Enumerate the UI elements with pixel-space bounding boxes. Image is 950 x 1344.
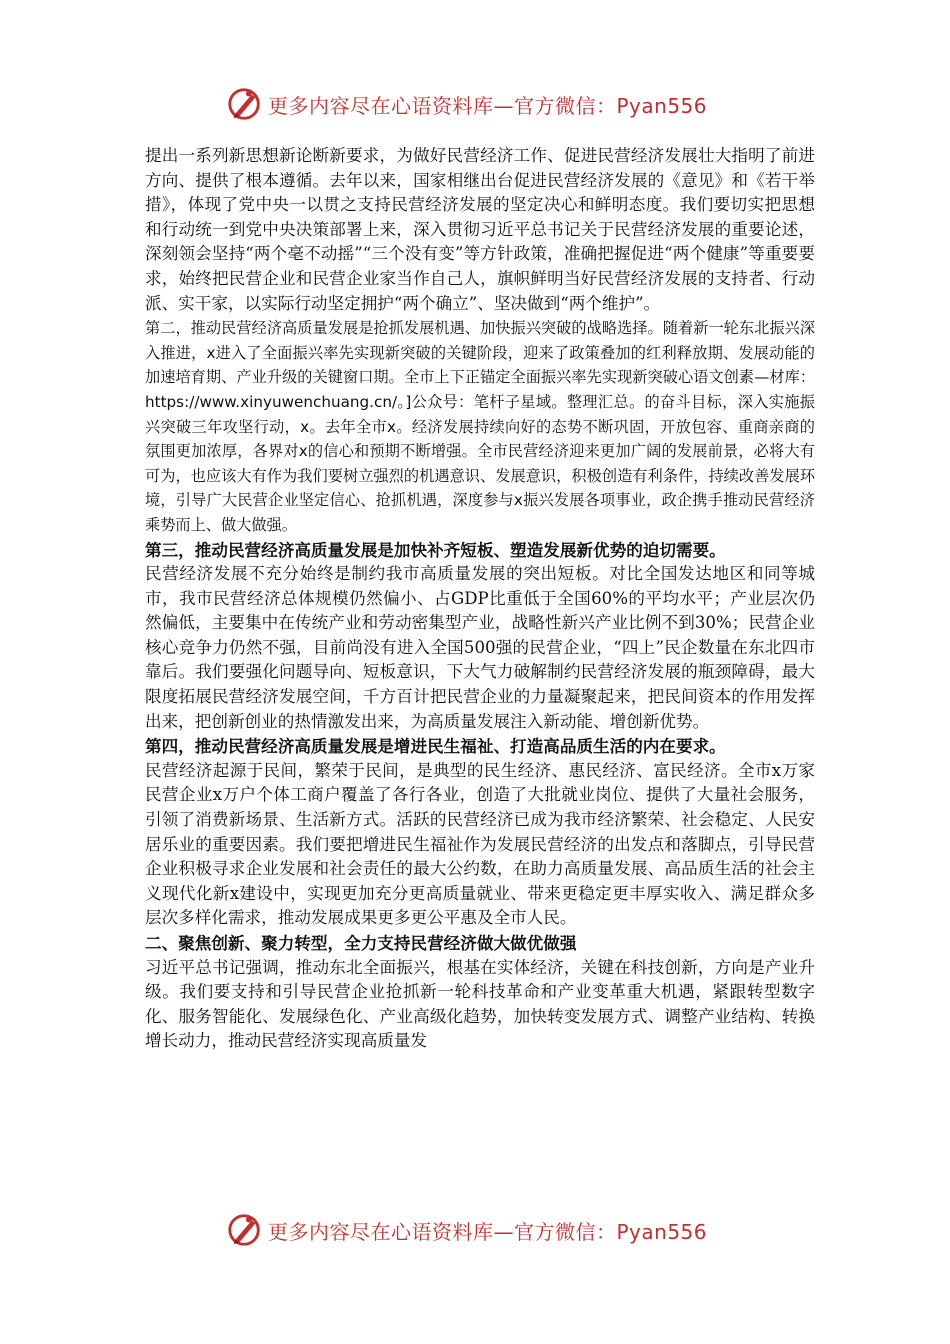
header-watermark-text: 更多内容尽在心语资料库—官方微信：Pyan556 bbox=[268, 93, 708, 118]
paragraph-4: 民营经济起源于民间，繁荣于民间，是典型的民生经济、惠民经济、富民经济。全市x万家民营企业x万户个体工商户覆盖了各行各业，创造了大批就业岗位、提供了大量社会服务，引领了消费新场景、生活新方式。活跃的民营经济已成为我市经济繁荣、社会稳定、人民安居乐业的重要因素。我们要把增进民生福祉作为发展民营经济的出发点和落脚点，引导民营企业积极寻求企业发展和社会责任的最大公约数，在助力高质量发展、高品质生活的社会主义现代化新x建设中，实现更加充分更高质量就业、带来更稳定更丰厚实收入、满足群众多层次多样化需求，推动发展成果更多更公平惠及全市人民。 bbox=[145, 760, 815, 928]
paragraph-1: 提出一系列新思想新论断新要求，为做好民营经济工作、促进民营经济发展壮大指明了前进方向、提供了根本遵循。去年以来，国家相继出台促进民营经济发展的《意见》和《若干举措》，体现了党中央一以贯之支持民营经济发展的坚定决心和鲜明态度。我们要切实把思想和行动统一到党中央决策部署上来，深入贯彻习近平总书记关于民营经济发展的重要论述，深刻领会坚持“两个毫不动摇”“三个没有变”等方针政策，准确把握促进“两个健康”等重要要求，始终把民营企业和民营企业家当作自己人，旗帜鲜明当好民营经济发展的支持者、行动派、实干家，以实际行动坚定拥护“两个确立”、坚决做到“两个维护”。 bbox=[145, 146, 815, 313]
paragraph-5: 习近平总书记强调，推动东北全面振兴，根基在实体经济，关键在科技创新，方向是产业升级。我们要支持和引导民营企业抢抓新一轮科技革命和产业变革重大机遇，紧跟转型数字化、服务智能化、发展绿色化、产业高级化趋势，加快转变发展方式、调整产业结构、转换增长动力，推动民营经济实现高质量发 bbox=[145, 957, 815, 1051]
document-body bbox=[145, 144, 815, 1054]
paragraph-3: 民营经济发展不充分始终是制约我市高质量发展的突出短板。对比全国发达地区和同等城市，我市民营经济总体规模仍然偏小、占GDP比重低于全国60%的平均水平；产业层次仍然偏低，主要集中在传统产业和劳动密集型产业，战略性新兴产业比例不到30%；民营企业核心竞争力仍然不强，目前尚没有进入全国500强的民营企业，“四上”民企数量在东北四市靠后。我们要强化问题导向、短板意识，下大气力破解制约民营经济发展的瓶颈障碍，最大限度拓展民营经济发展空间，千方百计把民营企业的力量凝聚起来，把民间资本的作用发挥出来，把创新创业的热情激发出来，为高质量发展注入新动能、增创新优势。 bbox=[145, 564, 815, 731]
heading-fourth: 第四，推动民营经济高质量发展是增进民生福祉、打造高品质生活的内在要求。 bbox=[145, 736, 726, 757]
pen-logo-icon bbox=[226, 85, 264, 123]
header-watermark bbox=[226, 84, 707, 124]
section-2-heading: 二、聚焦创新、聚力转型，全力支持民营经济做大做优做强 bbox=[145, 933, 577, 953]
footer-watermark-text: 更多内容尽在心语资料库—官方微信：Pyan556 bbox=[268, 1219, 708, 1244]
heading-third: 第三，推动民营经济高质量发展是加快补齐短板、塑造发展新优势的迫切需要。 bbox=[145, 539, 726, 560]
paragraph-2: 第二，推动民营经济高质量发展是抢抓发展机遇、加快振兴突破的战略选择。随着新一轮东北振兴深入推进，x进入了全面振兴率先实现新突破的关键阶段，迎来了政策叠加的红利释放期、发展动能的加速培育期、产业升级的关键窗口期。全市上下正锚定全面振兴率先实现新突破心语文创素—材库：https://www.xinyuwenchuang.cn/。]公众号：笔杆子星域。整理汇总。的奋斗目标，深入实施振兴突破三年攻坚行动，x。去年全市x。经济发展持续向好的态势不断巩固，开放包容、重商亲商的氛围更加浓厚，各界对x的信心和预期不断增强。全市民营经济迎来更加广阔的发展前景，必将大有可为，也应该大有作为我们要树立强烈的机遇意识、发展意识，积极创造有利条件，持续改善发展环境，引导广大民营企业坚定信心、抢抓机遇，深度参与x振兴发展各项事业，政企携手推动民营经济乘势而上、做大做强。 bbox=[145, 319, 815, 534]
pen-logo-icon bbox=[226, 1211, 264, 1249]
footer-watermark bbox=[226, 1210, 707, 1250]
